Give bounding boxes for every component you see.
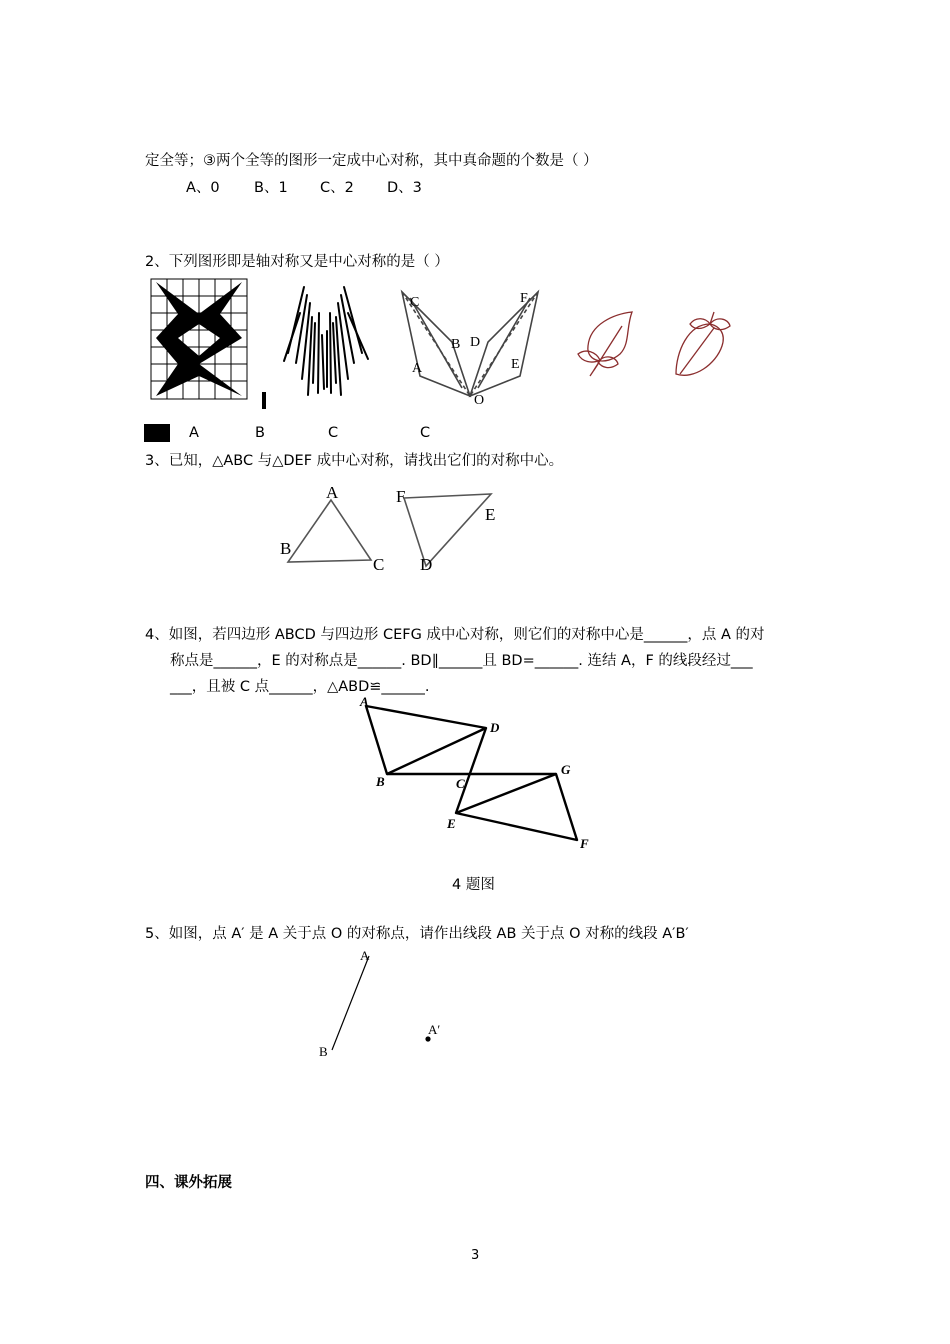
q2c-label-c: C [410, 295, 420, 310]
q3-label-a: A [326, 483, 339, 502]
q3-figure [276, 478, 506, 578]
q5-figure [312, 944, 452, 1064]
q2c-label-o: O [474, 393, 485, 408]
q1-option-d: D、3 [387, 180, 422, 196]
q2-option-a: A [189, 425, 199, 441]
q2c-label-f: F [520, 291, 528, 306]
q3-label-f: F [396, 487, 406, 506]
q2-figure-c [398, 284, 543, 409]
q2c-label-b: B [451, 337, 461, 352]
q2c-label-d: D [470, 335, 481, 350]
q1-option-b: B、1 [254, 180, 288, 196]
q4-label-g: G [561, 762, 571, 777]
q3-label-c: C [373, 555, 385, 574]
q4-line-3: ___，且被 C 点______，△ABD≌______. [170, 679, 430, 695]
q4-caption: 4 题图 [452, 877, 495, 893]
q5-label-a: A [360, 948, 370, 963]
q2-black-mark [144, 424, 170, 442]
q4-label-c: C [456, 776, 465, 791]
q3-label-e: E [485, 505, 496, 524]
q4-label-a: A [360, 694, 369, 709]
q4-line-1: 4、如图，若四边形 ABCD 与四边形 CEFG 成中心对称，则它们的对称中心是______，点 A 的对 [145, 627, 765, 643]
q4-label-e: E [447, 816, 456, 831]
q4-label-f: F [580, 836, 589, 851]
q2-option-b: B [255, 425, 265, 441]
q4-label-b: B [376, 774, 385, 789]
q3-label-d: D [420, 555, 433, 574]
q2-mark-bar [262, 392, 266, 409]
section-4-heading: 四、课外拓展 [145, 1175, 232, 1191]
page-number: 3 [471, 1248, 480, 1263]
q3-stem: 3、已知，△ABC 与△DEF 成中心对称，请找出它们的对称中心。 [145, 453, 564, 469]
q2-figure-d-leaf [574, 308, 642, 380]
q4-line-2: 称点是______，E 的对称点是______. BD∥______且 BD=______. 连结 A，F 的线段经过___ [170, 653, 753, 669]
q2c-label-a: A [412, 361, 423, 376]
q2-option-c: C [328, 425, 339, 441]
q1-option-c: C、2 [320, 180, 354, 196]
q1-option-a: A、0 [186, 180, 220, 196]
q1-text: 定全等；③两个全等的图形一定成中心对称，其中真命题的个数是（ ） [145, 153, 598, 169]
q4-label-d: D [490, 720, 500, 735]
q2-figure-b [278, 283, 378, 401]
q4-figure [354, 694, 604, 854]
q2-figure-e-leaf [670, 308, 736, 382]
q5-label-b: B [319, 1044, 328, 1059]
q5-label-a-prime: A′ [428, 1022, 441, 1037]
q2-option-d: C [420, 425, 431, 441]
q5-stem: 5、如图，点 A′ 是 A 关于点 O 的对称点，请作出线段 AB 关于点 O 对称的线段 A′B′ [145, 926, 689, 942]
q2c-label-e: E [511, 357, 520, 372]
q2-stem: 2、下列图形即是轴对称又是中心对称的是（ ） [145, 254, 449, 270]
q3-label-b: B [280, 539, 292, 558]
q2-figure-a [150, 278, 250, 402]
